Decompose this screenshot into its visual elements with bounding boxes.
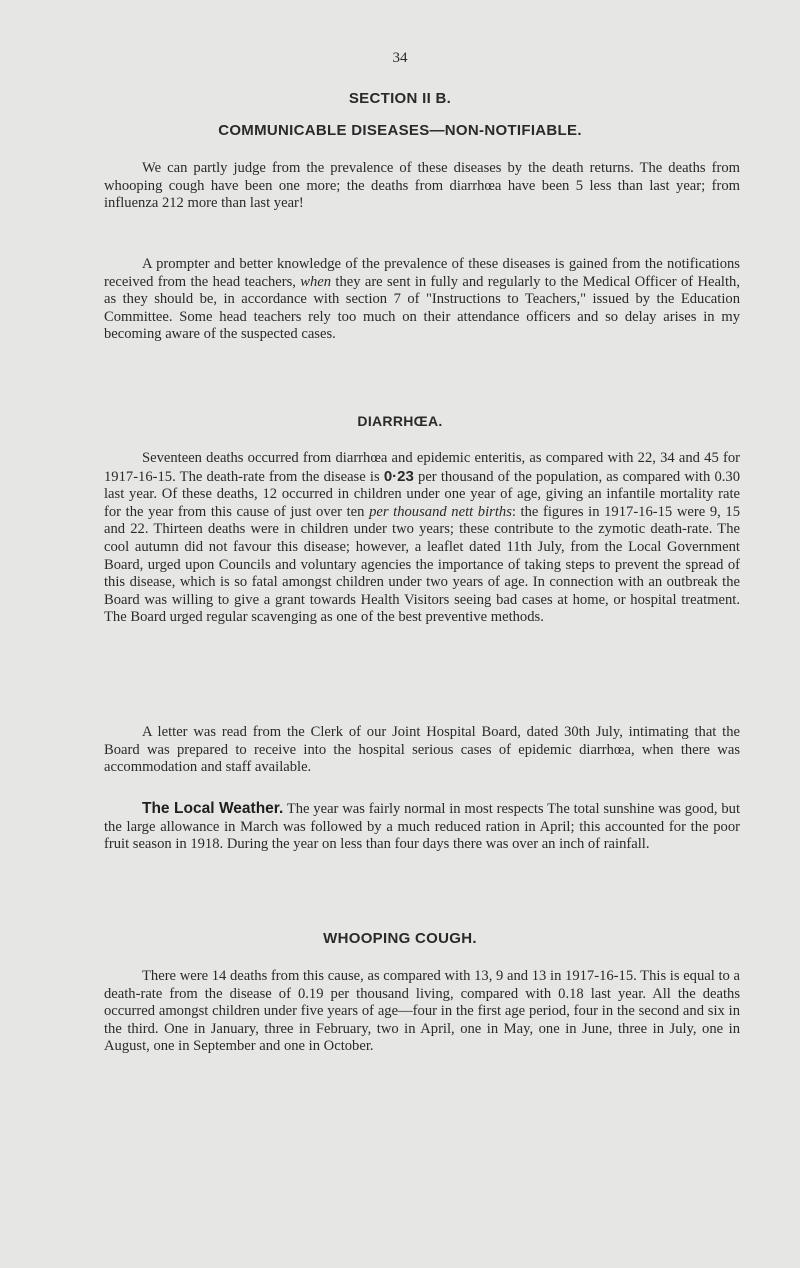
weather-body: The year was fairly normal in most respects The total sunshine was good, but the large allowance in March was followed by a much reduced ration in April; this accounted for the poor fruit season in 1918. During the year on less than four days there was over an inch of rainfall. bbox=[104, 801, 740, 853]
intro-text-2b: they are sent in fully and regularly to the Medical Officer of Health, as they should be, in accordance with section 7 of "Instructions to Teachers," issued by the Education Committee. Some head teachers rely too much on their attendance officers and so delay arises in my becoming aware of the suspected cases. bbox=[104, 273, 740, 343]
intro-text-2a: A prompter and better knowledge of the prevalence of these diseases is gained from the notifications received from the head teachers, bbox=[104, 256, 740, 290]
section-subtitle: COMMUNICABLE DISEASES—NON-NOTIFIABLE. bbox=[218, 122, 582, 139]
weather-text bbox=[104, 800, 740, 854]
diarrhoea-text-1b: per thousand of the population, as compared with 0.30 last year. Of these deaths, 12 occurred in children under one year of age, giving an infantile mortality rate for the year from this cause of just over ten bbox=[104, 468, 740, 520]
diarrhoea-death-rate: 0·23 bbox=[383, 467, 414, 485]
section-title: SECTION II B. bbox=[348, 90, 452, 107]
intro-text-2-emphasis: when bbox=[300, 273, 332, 290]
diarrhoea-text-1a: Seventeen deaths occurred from diarrhœa and epidemic enteritis, as compared with 22, 34 and 45 for 1917-16-15. The death-rate from the disease is bbox=[104, 450, 740, 485]
weather-lead: The Local Weather. bbox=[142, 800, 284, 817]
diarrhoea-paragraph-1 bbox=[104, 450, 740, 627]
diarrhoea-text-1c: : the figures in 1917-16-15 were 9, 15 and 22. Thirteen deaths were in children under two years; these contribute to the zymotic death-rate. The cool autumn did not favour this disease; however, a leaflet dated 11th July, from the Local Government Board, urged upon Councils and voluntary agencies the importance of taking steps to prevent the spread of this disease, which is so fatal amongst children under two years of age. In connection with an outbreak the Board was willing to give a grant towards Health Visitors seeing bad cases at home, or hospital treatment. The Board urged regular scavenging as one of the best preventive methods. bbox=[104, 503, 740, 626]
diarrhoea-text-1-emphasis: per thousand nett births bbox=[369, 503, 512, 520]
diarrhoea-heading: DIARRHŒA. bbox=[357, 413, 443, 429]
whooping-heading: WHOOPING COUGH. bbox=[323, 930, 477, 947]
weather-paragraph bbox=[104, 800, 740, 854]
page-number: 34 bbox=[392, 50, 408, 66]
intro-text-2 bbox=[104, 256, 740, 344]
diarrhoea-text-2: A letter was read from the Clerk of our Joint Hospital Board, dated 30th July, intimating that the Board was prepared to receive into the hospital serious cases of epidemic diarrhœa, when there was accommodation and staff available. bbox=[104, 724, 740, 776]
intro-paragraph-2 bbox=[104, 256, 740, 344]
whooping-paragraph bbox=[104, 968, 740, 1056]
diarrhoea-text-1 bbox=[104, 450, 740, 627]
whooping-text: There were 14 deaths from this cause, as compared with 13, 9 and 13 in 1917-16-15. This is equal to a death-rate from the disease of 0.19 per thousand living, compared with 0.18 last year. All the deaths occurred amongst children under five years of age—four in the first age period, four in the second and six in the third. One in January, three in February, two in April, one in May, one in June, three in July, one in August, one in September and one in October. bbox=[104, 968, 740, 1055]
intro-paragraph-1 bbox=[104, 160, 740, 213]
intro-text-1: We can partly judge from the prevalence of these diseases by the death returns. The deaths from whooping cough have been one more; the deaths from diarrhœa have been 5 less than last year; from influenza 212 more than last year! bbox=[104, 160, 740, 212]
diarrhoea-paragraph-2 bbox=[104, 724, 740, 777]
